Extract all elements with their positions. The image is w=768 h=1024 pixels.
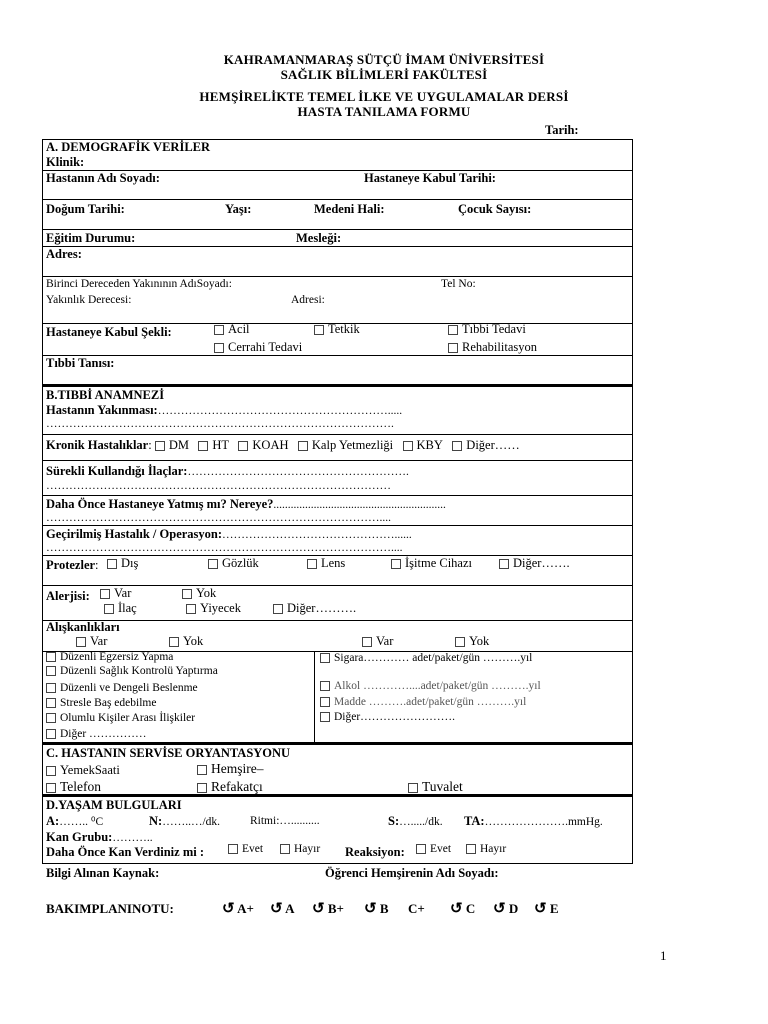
orientation-phone[interactable] xyxy=(46,779,101,795)
habit-item[interactable] xyxy=(46,651,173,663)
chronic-option: HT xyxy=(212,438,230,452)
hospitalized-label: Daha Önce Hastaneye Yatmış mı? Nereye? xyxy=(46,497,274,511)
grade-label: B xyxy=(379,901,389,916)
habit-label: Sigara………… adet/paket/gün ……….yıl xyxy=(334,652,533,664)
option-label: Diğer……. xyxy=(513,556,570,570)
row-divider xyxy=(42,276,632,277)
form-title: HASTA TANILAMA FORMU xyxy=(297,104,471,119)
habits-left-yok[interactable] xyxy=(169,634,203,649)
surgery-dots-line: ……………………………………………………………………………….... xyxy=(46,542,403,554)
option-label: Diğer………. xyxy=(287,601,357,615)
grade-label: A+ xyxy=(237,901,254,916)
grade-label: C+ xyxy=(408,901,425,916)
admission-date-label: Hastaneye Kabul Tarihi: xyxy=(364,171,496,185)
option-tetkik[interactable] xyxy=(314,322,360,337)
complaint-label: Hastanın Yakınması: xyxy=(46,403,158,417)
medications-dots-line: ……………………………………………………………………………… xyxy=(46,480,391,492)
checkbox-icon[interactable] xyxy=(46,652,56,662)
checkbox-icon[interactable] xyxy=(46,729,56,739)
section-d-title: D.YAŞAM BULGULARI xyxy=(46,798,182,812)
grade-label: D xyxy=(508,901,519,916)
section-b-title: B.TIBBİ ANAMNEZİ xyxy=(46,388,165,402)
allergy-ilac[interactable] xyxy=(104,601,137,616)
checkbox-icon[interactable] xyxy=(320,653,330,663)
orientation-toilet[interactable] xyxy=(408,779,463,795)
checkbox-icon[interactable] xyxy=(314,325,324,335)
marital-status-label: Medeni Hali: xyxy=(314,202,385,216)
row-divider xyxy=(42,525,632,526)
option-label: Evet xyxy=(430,843,452,855)
checkbox-icon[interactable] xyxy=(197,765,207,775)
grade-option[interactable] xyxy=(312,899,344,918)
option-label: Hayır xyxy=(294,843,321,855)
grade-label: C xyxy=(465,901,476,916)
orientation-companion[interactable] xyxy=(197,779,263,795)
grade-label: B+ xyxy=(327,901,344,916)
care-plan-label: BAKIMPLANINOTU: xyxy=(46,901,174,916)
date-label: Tarih: xyxy=(545,123,579,137)
blood-type-label: Kan Grubu: xyxy=(46,830,113,844)
habit-label: Stresle Baş edebilme xyxy=(60,697,157,709)
checkbox-icon[interactable] xyxy=(76,637,86,647)
checkbox-icon[interactable] xyxy=(320,712,330,722)
address-label: Adres: xyxy=(46,247,82,261)
blood-type-field[interactable] xyxy=(46,830,153,845)
option-label: Telefon xyxy=(60,779,102,794)
chronic-option: Diğer…… xyxy=(466,438,520,452)
blood-pressure-label: TA: xyxy=(464,814,485,828)
checkbox-icon[interactable] xyxy=(182,589,192,599)
habit-label: Diğer……………………. xyxy=(334,711,456,723)
checkbox-icon[interactable] xyxy=(307,559,317,569)
habits-label: Alışkanlıkları xyxy=(46,620,120,634)
diagnosis-label: Tıbbi Tanısı: xyxy=(46,356,115,370)
surgery-label: Geçirilmiş Hastalık / Operasyon: xyxy=(46,527,223,541)
habit-label: Düzenli Egzersiz Yapma xyxy=(60,651,174,663)
option-label: Tıbbi Tedavi xyxy=(462,322,526,336)
option-label: Dış xyxy=(121,556,139,570)
prosthesis-option[interactable] xyxy=(107,556,138,571)
option-label: Yok xyxy=(196,586,217,600)
checkbox-icon[interactable] xyxy=(214,325,224,335)
rhythm-field[interactable]: Ritmi:….......... xyxy=(250,815,320,827)
option-label: Yok xyxy=(469,634,490,648)
grade-option[interactable] xyxy=(270,899,295,918)
faculty-title: SAĞLIK BİLİMLERİ FAKÜLTESİ xyxy=(280,67,488,82)
option-label: Cerrahi Tedavi xyxy=(228,340,303,354)
education-label: Eğitim Durumu: xyxy=(46,231,136,245)
checkbox-icon[interactable] xyxy=(46,666,56,676)
option-label: Acil xyxy=(228,322,250,336)
checkbox-icon[interactable] xyxy=(46,713,56,723)
hospitalized-dots: ............................................................ xyxy=(273,499,446,511)
prosthesis-option[interactable] xyxy=(307,556,345,571)
medications-label: Sürekli Kullandığı İlaçlar: xyxy=(46,464,188,478)
checkbox-icon[interactable] xyxy=(416,844,426,854)
option-label: Hemşire– xyxy=(211,761,264,776)
habit-label: Düzenli Sağlık Kontrolü Yaptırma xyxy=(60,665,218,677)
chronic-option: Kalp Yetmezliği xyxy=(311,438,394,452)
pulse-label: N: xyxy=(149,814,163,828)
age-label: Yaşı: xyxy=(225,202,252,216)
checkbox-icon[interactable] xyxy=(391,559,401,569)
checkbox-icon[interactable] xyxy=(197,783,207,793)
prosthesis-option[interactable] xyxy=(208,556,259,571)
complaint-row xyxy=(46,403,402,418)
row-divider xyxy=(42,246,632,247)
checkbox-icon[interactable] xyxy=(362,637,372,647)
allergy-label: Alerjisi: xyxy=(46,589,90,603)
chronic-option: KBY xyxy=(416,438,443,452)
donation-no[interactable] xyxy=(280,843,320,855)
grade-option[interactable] xyxy=(450,899,475,918)
donation-yes[interactable] xyxy=(228,843,263,855)
hospitalized-row xyxy=(46,497,446,512)
student-name-label: Öğrenci Hemşirenin Adı Soyadı: xyxy=(325,866,499,880)
grade-label: A xyxy=(285,901,295,916)
phone-label: Tel No: xyxy=(441,278,476,290)
section-c-title: C. HASTANIN SERVİSE ORYANTASYONU xyxy=(46,746,291,760)
habits-right-yok[interactable] xyxy=(455,634,489,649)
complaint-dots: ……………………………………………………..... xyxy=(157,405,403,417)
klinik-label: Klinik: xyxy=(46,155,85,169)
habits-divider xyxy=(314,651,315,743)
habit-label: Olumlu Kişiler Arası İlişkiler xyxy=(60,712,196,724)
row-divider xyxy=(42,460,632,461)
option-acil[interactable] xyxy=(214,322,250,337)
row-divider xyxy=(42,434,632,435)
relative-name-label: Birinci Dereceden Yakınının AdıSoyadı: xyxy=(46,278,232,290)
surgery-row xyxy=(46,527,412,542)
complaint-dots-line: ………………………………………………………………………………. xyxy=(46,418,394,430)
checkbox-icon[interactable] xyxy=(403,441,413,451)
habit-label: Alkol …………....adet/paket/gün ……….yıl xyxy=(334,680,541,692)
habits-left-var[interactable] xyxy=(76,634,107,649)
habit-item[interactable] xyxy=(46,728,147,740)
option-label: Tuvalet xyxy=(422,779,463,794)
chronic-row: Kronik Hastalıklar: DM HT KOAH Kalp Yetmezliği KBY Diğer…… xyxy=(46,438,520,452)
info-source-label: Bilgi Alınan Kaynak: xyxy=(46,866,160,880)
relative-address-label: Adresi: xyxy=(291,294,325,306)
habit-item[interactable] xyxy=(46,697,156,709)
curved-arrow-icon: ↺ xyxy=(493,901,506,917)
curved-arrow-icon: ↺ xyxy=(312,901,325,917)
children-count-label: Çocuk Sayısı: xyxy=(458,202,532,216)
checkbox-icon[interactable] xyxy=(46,683,56,693)
option-label: Var xyxy=(114,586,132,600)
checkbox-icon[interactable] xyxy=(107,559,117,569)
occupation-label: Mesleği: xyxy=(296,231,342,245)
course-title: HEMŞİRELİKTE TEMEL İLKE VE UYGULAMALAR DERSİ xyxy=(199,89,569,104)
checkbox-icon[interactable] xyxy=(320,681,330,691)
allergy-yok[interactable] xyxy=(182,586,216,601)
blood-donation-label: Daha Önce Kan Verdiniz mi : xyxy=(46,845,204,859)
medications-row xyxy=(46,464,409,479)
checkbox-icon[interactable] xyxy=(198,441,208,451)
section-a-title: A. DEMOGRAFİK VERİLER xyxy=(46,140,211,154)
option-cerrahi[interactable] xyxy=(214,340,302,355)
habit-item[interactable] xyxy=(46,682,198,694)
grade-option[interactable] xyxy=(534,899,559,918)
option-label: Var xyxy=(376,634,394,648)
option-label: İşitme Cihazı xyxy=(405,556,472,570)
orientation-meal[interactable] xyxy=(46,763,120,778)
medications-dots: …………………………………………………. xyxy=(187,466,409,478)
allergy-yiyecek[interactable] xyxy=(186,601,241,616)
allergy-var[interactable] xyxy=(100,586,131,601)
row-divider xyxy=(42,355,632,356)
reaction-label: Reaksiyon: xyxy=(345,845,405,859)
alcohol-item[interactable] xyxy=(320,680,541,692)
curved-arrow-icon: ↺ xyxy=(222,901,235,917)
chronic-option: DM xyxy=(168,438,189,452)
checkbox-icon[interactable] xyxy=(298,441,308,451)
checkbox-icon[interactable] xyxy=(100,589,110,599)
option-label: YemekSaati xyxy=(60,763,120,777)
blood-type-value: ……….. xyxy=(112,832,153,844)
temperature-value: …….. ⁰C xyxy=(59,816,104,828)
habits-right-var[interactable] xyxy=(362,634,393,649)
respiration-field[interactable] xyxy=(388,814,443,829)
option-label: Yok xyxy=(183,634,204,648)
grade-option[interactable] xyxy=(222,899,254,918)
habit-label: Madde ……….adet/paket/gün ……….yıl xyxy=(334,696,527,708)
row-divider xyxy=(42,199,632,200)
option-tibbi-tedavi[interactable] xyxy=(448,322,526,337)
checkbox-icon[interactable] xyxy=(280,844,290,854)
birth-date-label: Doğum Tarihi: xyxy=(46,202,125,216)
relation-degree-label: Yakınlık Derecesi: xyxy=(46,294,132,306)
curved-arrow-icon: ↺ xyxy=(450,901,463,917)
option-label: Hayır xyxy=(480,843,507,855)
checkbox-icon[interactable] xyxy=(46,766,56,776)
section-divider xyxy=(42,384,632,387)
option-label: Refakatçı xyxy=(211,779,263,794)
pulse-value: ……..…/dk. xyxy=(162,816,221,828)
allergy-diger[interactable] xyxy=(273,601,356,616)
admission-type-label: Hastaneye Kabul Şekli: xyxy=(46,325,172,339)
section-divider xyxy=(42,794,632,797)
prosthesis-option[interactable] xyxy=(499,556,570,571)
checkbox-icon[interactable] xyxy=(273,604,283,614)
curved-arrow-icon: ↺ xyxy=(534,901,547,917)
option-label: Gözlük xyxy=(222,556,259,570)
checkbox-icon[interactable] xyxy=(448,325,458,335)
checkbox-icon[interactable] xyxy=(186,604,196,614)
habit-label: Diğer …………… xyxy=(60,728,147,740)
checkbox-icon[interactable] xyxy=(46,698,56,708)
table-right-border xyxy=(632,139,633,864)
reaction-yes[interactable] xyxy=(416,843,451,855)
option-rehabilitasyon[interactable] xyxy=(448,340,537,355)
grade-option[interactable] xyxy=(364,899,389,918)
checkbox-icon[interactable] xyxy=(169,637,179,647)
habit-item[interactable] xyxy=(46,712,195,724)
table-bottom xyxy=(42,863,632,864)
checkbox-icon[interactable] xyxy=(208,559,218,569)
prosthesis-row: Protezler: xyxy=(46,558,99,572)
option-label: Evet xyxy=(242,843,264,855)
checkbox-icon[interactable] xyxy=(499,559,509,569)
habit-label: Düzenli ve Dengeli Beslenme xyxy=(60,682,198,694)
blood-pressure-value: ………………….mmHg. xyxy=(484,816,603,828)
option-label: Var xyxy=(90,634,108,648)
patient-name-label: Hastanın Adı Soyadı: xyxy=(46,171,160,185)
prosthesis-label: Protezler xyxy=(46,558,96,572)
habit-item[interactable] xyxy=(46,665,218,677)
checkbox-icon[interactable] xyxy=(320,697,330,707)
grade-option[interactable] xyxy=(408,901,425,917)
prosthesis-option[interactable] xyxy=(391,556,472,571)
option-label: Lens xyxy=(321,556,346,570)
university-title: KAHRAMANMARAŞ SÜTÇÜ İMAM ÜNİVERSİTESİ xyxy=(223,52,545,67)
row-divider xyxy=(42,620,632,621)
checkbox-icon[interactable] xyxy=(104,604,114,614)
reaction-no[interactable] xyxy=(466,843,506,855)
orientation-nurse[interactable] xyxy=(197,761,263,777)
surgery-dots: ………………………………………...... xyxy=(222,529,412,541)
checkbox-icon[interactable] xyxy=(238,441,248,451)
temperature-field[interactable] xyxy=(46,814,103,829)
grade-label: E xyxy=(549,901,559,916)
row-divider xyxy=(42,229,632,230)
curved-arrow-icon: ↺ xyxy=(270,901,283,917)
section-divider xyxy=(42,742,632,745)
row-divider xyxy=(42,495,632,496)
hospitalized-dots-line: …………………………………………………………………………….... xyxy=(46,512,391,524)
checkbox-icon[interactable] xyxy=(155,441,165,451)
page-number: 1 xyxy=(660,948,667,963)
curved-arrow-icon: ↺ xyxy=(364,901,377,917)
option-label: İlaç xyxy=(118,601,137,615)
blood-pressure-field[interactable] xyxy=(464,814,603,829)
option-label: Yiyecek xyxy=(200,601,241,615)
smoking-item[interactable] xyxy=(320,652,532,664)
checkbox-icon[interactable] xyxy=(452,441,462,451)
checkbox-icon[interactable] xyxy=(466,844,476,854)
checkbox-icon[interactable] xyxy=(408,783,418,793)
respiration-label: S: xyxy=(388,814,400,828)
chronic-option: KOAH xyxy=(252,438,289,452)
grade-option[interactable] xyxy=(493,899,518,918)
checkbox-icon[interactable] xyxy=(46,783,56,793)
checkbox-icon[interactable] xyxy=(214,343,224,353)
respiration-value: …...../dk. xyxy=(399,816,443,828)
checkbox-icon[interactable] xyxy=(448,343,458,353)
other-habit-item[interactable] xyxy=(320,711,455,723)
option-label: Rehabilitasyon xyxy=(462,340,537,354)
checkbox-icon[interactable] xyxy=(228,844,238,854)
checkbox-icon[interactable] xyxy=(455,637,465,647)
table-left-border xyxy=(42,139,43,864)
option-label: Tetkik xyxy=(328,322,360,336)
chronic-label: Kronik Hastalıklar xyxy=(46,438,149,452)
substance-item[interactable] xyxy=(320,696,526,708)
temperature-label: A: xyxy=(46,814,60,828)
pulse-field[interactable] xyxy=(149,814,220,829)
